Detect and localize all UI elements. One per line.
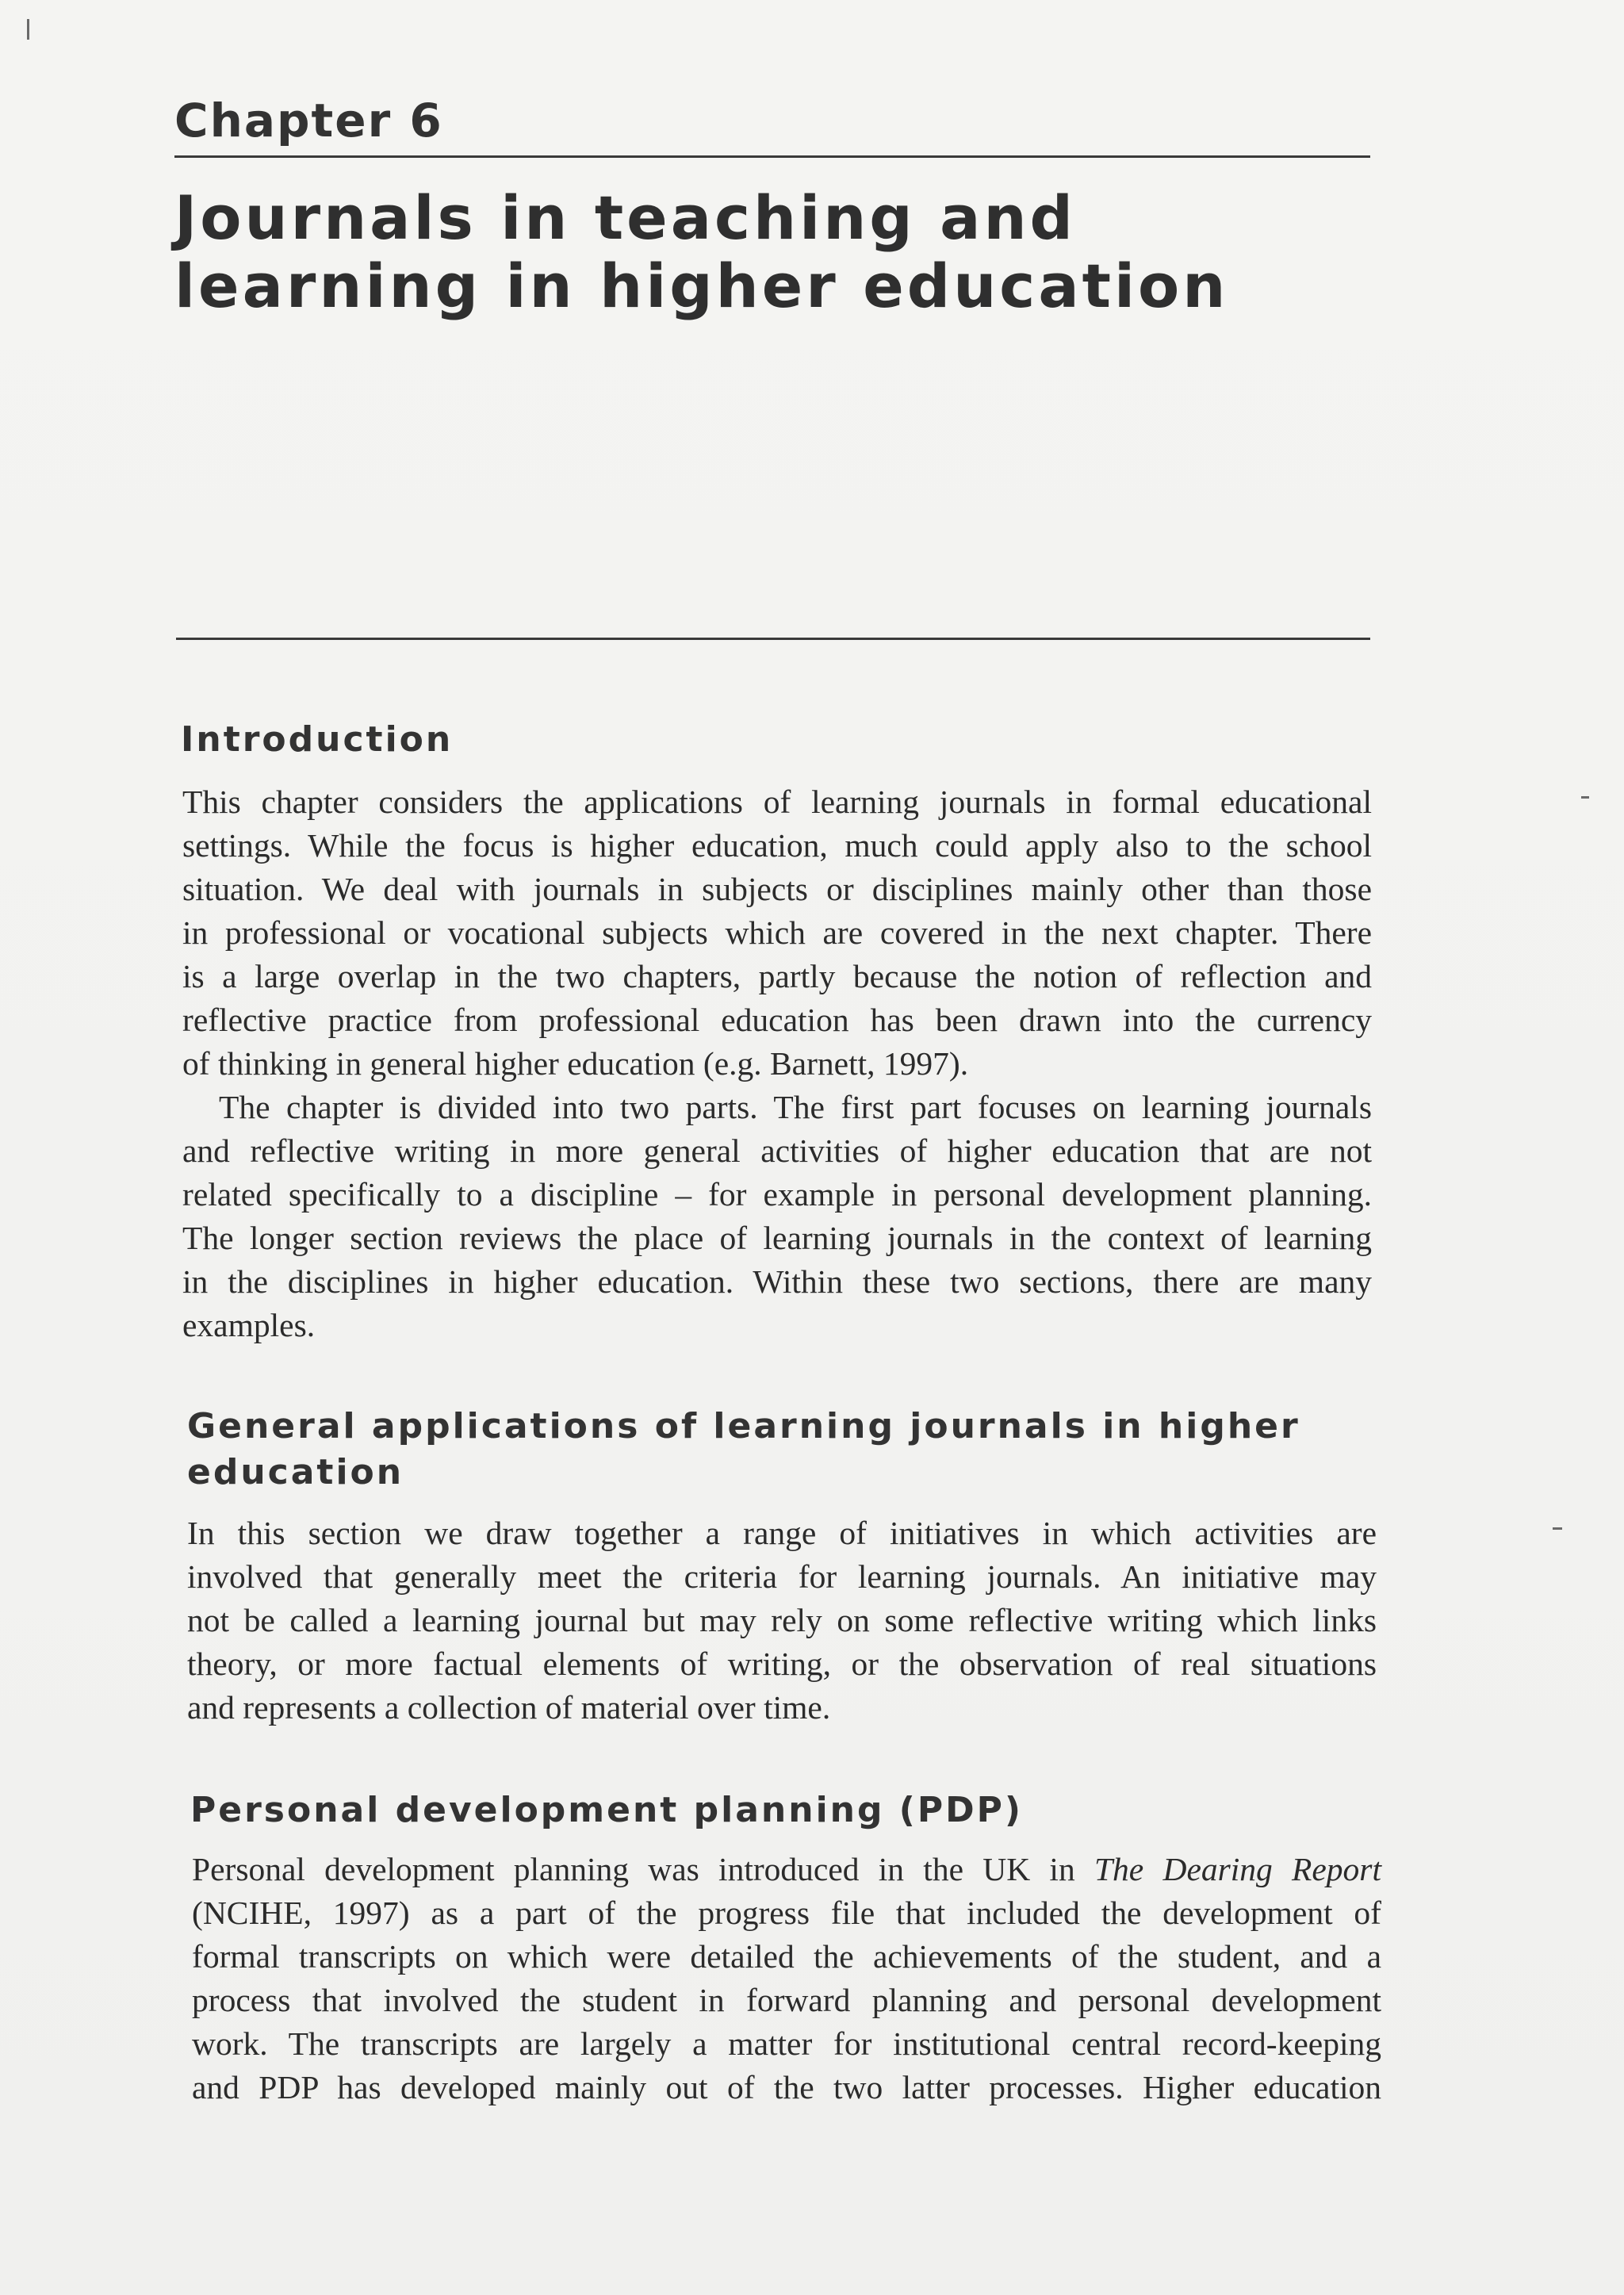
text-line: settings. While the focus is higher education, much could apply also to the school [182, 827, 1372, 864]
text-line: and PDP has developed mainly out of the two latter processes. Higher education [192, 2069, 1381, 2105]
text-line: In this section we draw together a range of initiatives in which activities are [187, 1515, 1377, 1551]
bottom-rule [176, 638, 1370, 640]
text-line: The longer section reviews the place of learning journals in the context of learning [182, 1220, 1372, 1256]
general-applications-body [187, 1511, 1377, 1730]
text-line: situation. We deal with journals in subjects or disciplines mainly other than those [182, 871, 1372, 907]
text-line: related specifically to a discipline – for example in personal development planning. [182, 1176, 1372, 1213]
text-line: involved that generally meet the criteria for learning journals. An initiative may [187, 1558, 1377, 1595]
chapter-title-line: learning in higher education [174, 251, 1229, 321]
chapter-label: Chapter 6 [174, 94, 443, 148]
chapter-title [174, 184, 1364, 320]
margin-dash-mark [1581, 796, 1589, 799]
text-line: (NCIHE, 1997) as a part of the progress file that included the development of [192, 1895, 1381, 1931]
text-line: work. The transcripts are largely a matter for institutional central record-keeping [192, 2025, 1381, 2062]
text-line: not be called a learning journal but may rely on some reflective writing which links [187, 1602, 1377, 1638]
margin-dash-mark [1553, 1527, 1562, 1530]
paragraph [192, 1848, 1381, 2109]
pdp-body [192, 1848, 1381, 2109]
text-line [192, 1848, 1381, 1891]
text-line: and represents a collection of material over time. [187, 1689, 831, 1726]
scan-edge-mark [27, 19, 29, 40]
text-line: in the disciplines in higher education. Within these two sections, there are many [182, 1263, 1372, 1300]
section-heading-pdp: Personal development planning (PDP) [190, 1790, 1024, 1830]
text-line: formal transcripts on which were detailed the achievements of the student, and a [192, 1938, 1381, 1975]
paragraph [187, 1511, 1377, 1730]
paragraph [182, 1086, 1372, 1347]
text-line: and reflective writing in more general activities of higher education that are not [182, 1132, 1372, 1169]
chapter-title-line: Journals in teaching and [174, 182, 1076, 253]
section-heading-general-applications [187, 1404, 1377, 1496]
text-line: This chapter considers the applications of learning journals in formal educational [182, 784, 1372, 820]
text-line: reflective practice from professional education has been drawn into the currency [182, 1002, 1372, 1038]
text-line: in professional or vocational subjects which are covered in the next chapter. There [182, 914, 1372, 951]
heading-line: General applications of learning journals in higher [187, 1406, 1300, 1446]
paragraph [182, 780, 1372, 1086]
heading-line: education [187, 1452, 404, 1492]
text-run: Personal development planning was introduced in the UK in [192, 1851, 1094, 1887]
text-line: process that involved the student in forward planning and personal development [192, 1982, 1381, 2018]
text-line: The chapter is divided into two parts. The first part focuses on learning journals [219, 1089, 1372, 1125]
section-heading-introduction: Introduction [181, 719, 454, 760]
text-line: theory, or more factual elements of writing, or the observation of real situations [187, 1646, 1377, 1682]
report-title: The Dearing Report [1094, 1851, 1381, 1887]
introduction-body [182, 780, 1372, 1347]
text-line: is a large overlap in the two chapters, partly because the notion of reflection and [182, 958, 1372, 994]
text-line: of thinking in general higher education (e.g. Barnett, 1997). [182, 1045, 969, 1082]
top-rule [174, 155, 1370, 158]
text-line: examples. [182, 1307, 316, 1343]
